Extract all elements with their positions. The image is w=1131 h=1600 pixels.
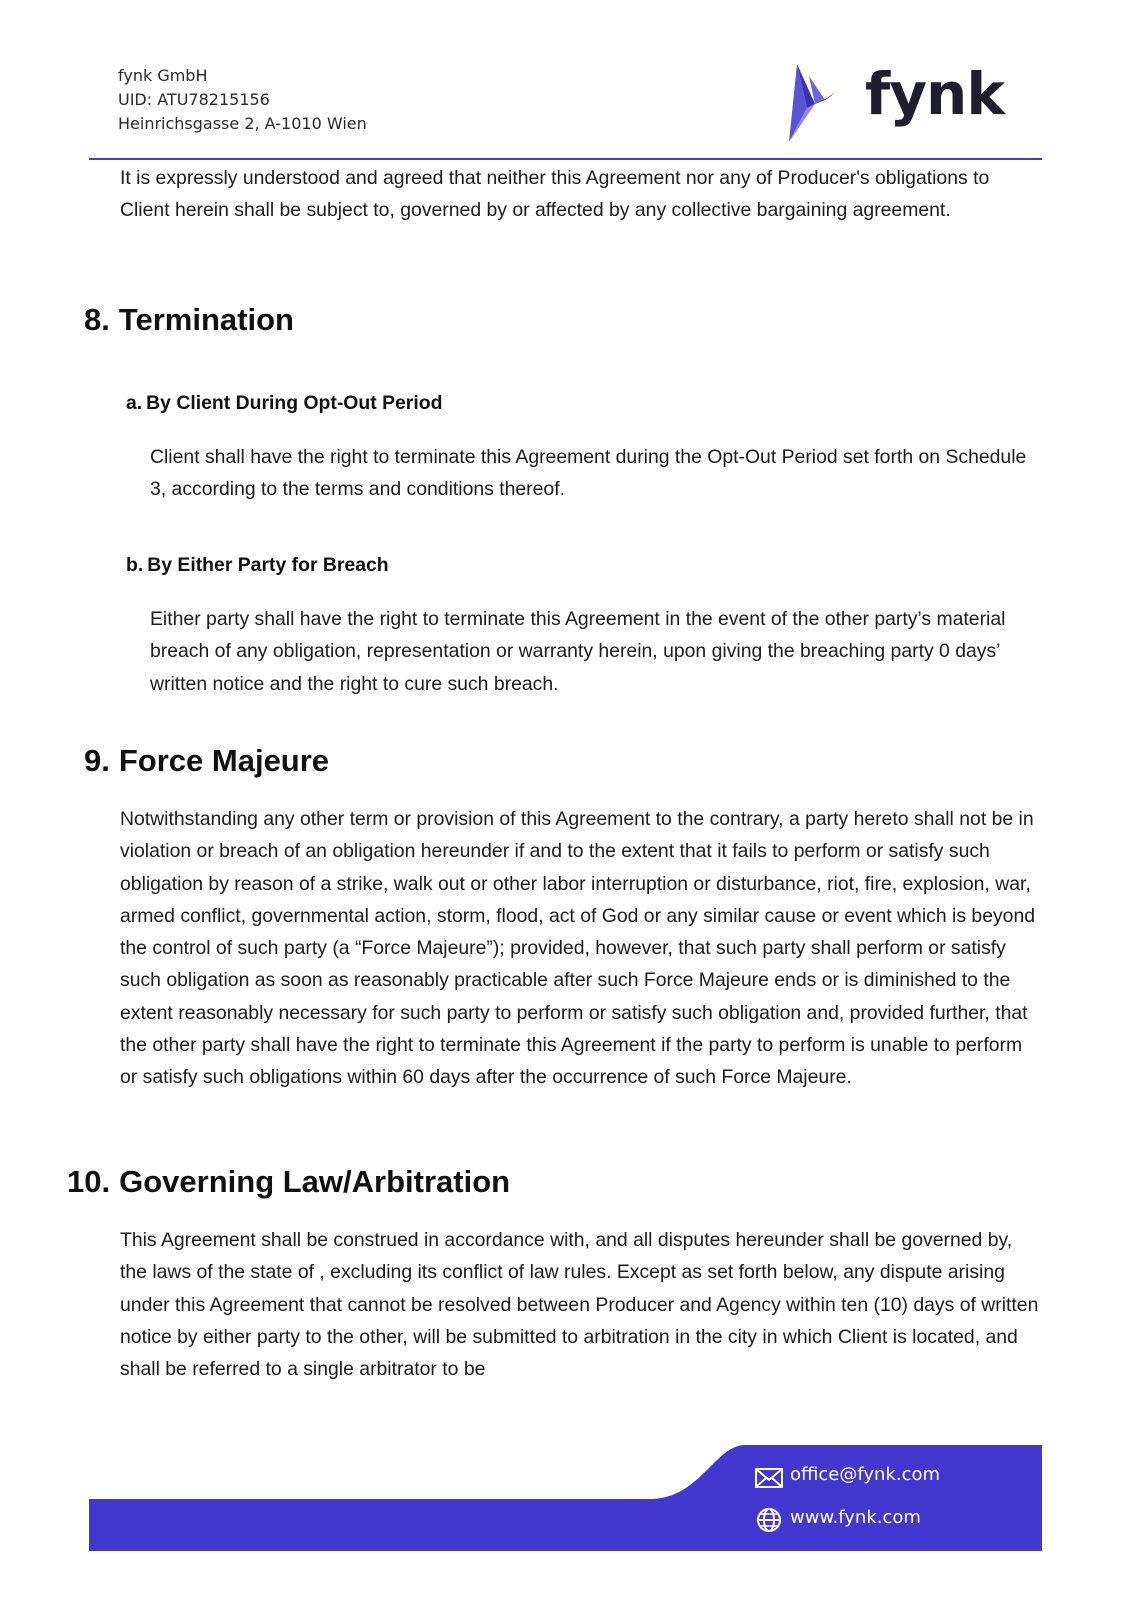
footer-website-link[interactable]: www.fynk.com bbox=[790, 1507, 921, 1528]
section-title: Governing Law/Arbitration bbox=[119, 1164, 511, 1199]
section-number: 8. bbox=[84, 302, 110, 337]
globe-icon bbox=[754, 1507, 784, 1533]
section-9-text: Notwithstanding any other term or provision of this Agreement to the contrary, a party hereto shall not be in violation or breach of an obligation hereunder if and to the extent that it fails to perform or satisfy such obligation by reason of a strike, walk out or other labor interruption or disturbance, riot, fire, explosion, war, armed conflict, governmental action, storm, flood, act of God or any similar cause or event which is beyond the control of such party (a “Force Majeure”); provided, however, that such party shall perform or satisfy such obligation as soon as reasonably practicable after such Force Majeure ends or is diminished to the extent reasonably necessary for such party to perform or satisfy such obligation and, provided further, that the other party shall have the right to terminate this Agreement if the party to perform is unable to perform or satisfy such obligations within 60 days after the occurrence of such Force Majeure. bbox=[120, 808, 1036, 1089]
company-address: Heinrichsgasse 2, A-1010 Wien bbox=[118, 114, 367, 133]
subsection-8a-text: Client shall have the right to terminate this Agreement during the Opt-Out Period set forth on Schedule 3, according to the terms and conditions thereof. bbox=[150, 446, 1027, 501]
section-title: Termination bbox=[118, 302, 294, 337]
envelope-icon bbox=[754, 1465, 784, 1491]
subsection-letter: a. bbox=[126, 392, 143, 414]
section-10-text: This Agreement shall be construed in accordance with, and all disputes hereunder shall be governed by, the laws of the state of , excluding its conflict of law rules. Except as set forth below, any dispute arising under this Agreement that cannot be resolved between Producer and Agency within ten (10) days of written notice by either party to the other, will be submitted to arbitration in the city in which Client is located, and shall be referred to a single arbitrator to be bbox=[120, 1229, 1039, 1381]
company-name: fynk GmbH bbox=[118, 66, 208, 85]
company-uid: UID: ATU78215156 bbox=[118, 90, 270, 109]
subsection-8b-text: Either party shall have the right to terminate this Agreement in the event of the other party’s material breach of any obligation, representation or warranty herein, upon giving the breaching party 0 days’ written notice and the right to cure such breach. bbox=[150, 608, 1006, 695]
logo-wordmark: fynk bbox=[865, 60, 1004, 128]
subsection-title: By Client During Opt-Out Period bbox=[146, 392, 443, 414]
section-number: 9. bbox=[84, 743, 110, 778]
section-number: 10. bbox=[67, 1164, 111, 1199]
section-title: Force Majeure bbox=[118, 743, 330, 778]
footer-email-link[interactable]: office@fynk.com bbox=[790, 1464, 941, 1485]
intro-paragraph: It is expressly understood and agreed that neither this Agreement nor any of Producer's obligations to Client herein shall be subject to, governed by or affected by any collective bargaining agreement. bbox=[120, 167, 990, 222]
subsection-title: By Either Party for Breach bbox=[147, 554, 389, 576]
subsection-letter: b. bbox=[126, 554, 144, 576]
